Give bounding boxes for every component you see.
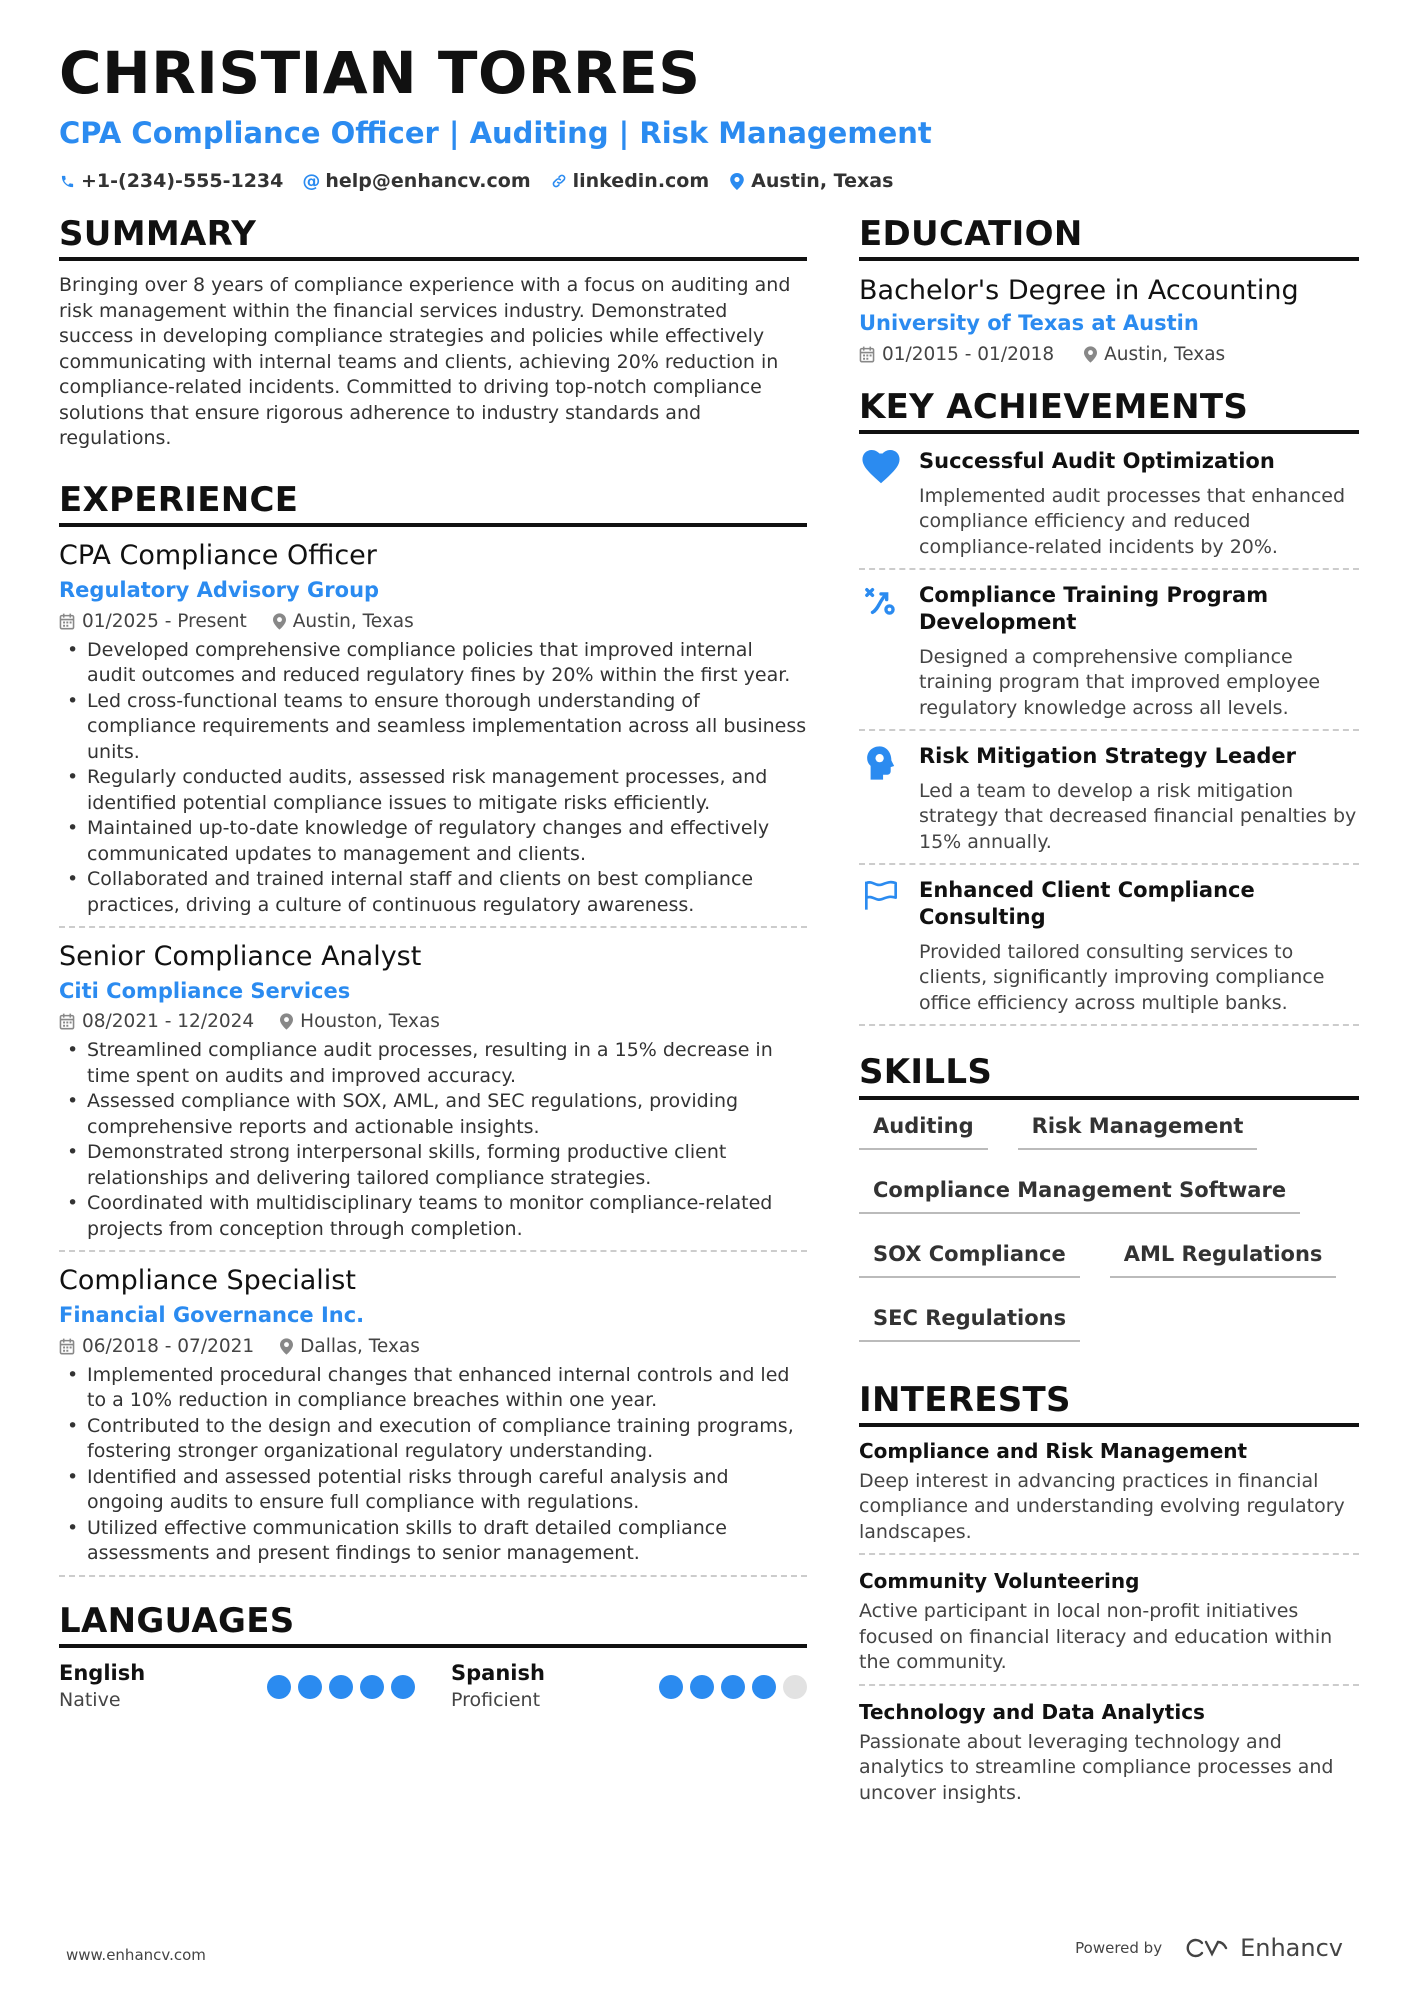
education-degree: Bachelor's Degree in Accounting [859, 275, 1299, 307]
bullet-item: • Coordinated with multidisciplinary teams to monitor compliance-related projects from conception through completion. [59, 1191, 807, 1242]
job-meta [59, 611, 807, 632]
education-meta [859, 344, 1359, 365]
education-location: Austin, Texas [1084, 344, 1225, 365]
interest-desc: Active participant in local non-profit initiatives focused on financial literacy and education within the community. [859, 1600, 1333, 1674]
achievement-title: Risk Mitigation Strategy Leader [919, 744, 1297, 769]
head-idea-icon [859, 743, 903, 855]
bullet-item: • Contributed to the design and execution of compliance training programs, fostering stronger organizational regulatory understanding. [59, 1414, 807, 1465]
job-dates: 08/2021 - 12/2024 [59, 1011, 254, 1032]
phone-text: +1-(234)-555-1234 [81, 170, 284, 192]
rating-dot-filled [329, 1675, 353, 1699]
skills-list [859, 1112, 1359, 1342]
phone-icon [59, 173, 75, 189]
language-level: Native [59, 1689, 121, 1712]
interest-title: Compliance and Risk Management [859, 1438, 1248, 1463]
contact-bar [59, 170, 893, 192]
rating-dot-filled [690, 1675, 714, 1699]
footer-website[interactable]: www.enhancv.com [66, 1946, 206, 1964]
job-company: Financial Governance Inc. [59, 1303, 365, 1328]
enhancv-logo[interactable] [1184, 1934, 1343, 1962]
location-text: Austin, Texas [751, 170, 894, 192]
achievement-title: Compliance Training Program Development [919, 583, 1269, 635]
job-bullets [59, 1038, 807, 1242]
location-pin-icon [280, 1013, 293, 1030]
contact-linkedin[interactable] [551, 170, 710, 192]
achievement-desc: Implemented audit processes that enhanced compliance efficiency and reduced compliance-related incidents by 20%. [919, 484, 1346, 558]
interest-item [859, 1565, 1359, 1686]
rating-dot-filled [391, 1675, 415, 1699]
link-icon [551, 173, 567, 189]
experience-entry [59, 1264, 807, 1576]
strategy-icon [859, 582, 903, 721]
achievement-title: Enhanced Client Compliance Consulting [919, 878, 1255, 930]
bullet-item: • Regularly conducted audits, assessed risk management processes, and identified potential compliance issues to mitigate risks efficiently. [59, 765, 807, 816]
language-level: Proficient [451, 1689, 541, 1712]
contact-location [729, 170, 893, 192]
job-title: Compliance Specialist [59, 1265, 356, 1297]
job-dates: 01/2025 - Present [59, 611, 247, 632]
candidate-headline: CPA Compliance Officer | Auditing | Risk Management [59, 116, 932, 150]
location-pin-icon [729, 173, 745, 189]
skill-tag: Auditing [859, 1112, 988, 1150]
interest-title: Technology and Data Analytics [859, 1699, 1205, 1724]
job-meta [59, 1336, 807, 1357]
calendar-icon [59, 1338, 75, 1355]
experience-heading: EXPERIENCE [59, 482, 807, 527]
rating-dot-filled [267, 1675, 291, 1699]
email-text: help@enhancv.com [325, 170, 531, 192]
bullet-item: • Developed comprehensive compliance policies that improved internal audit outcomes and reduced regulatory fines by 20% within the first year. [59, 638, 807, 689]
achievement-title: Successful Audit Optimization [919, 449, 1275, 474]
skill-tag: Compliance Management Software [859, 1176, 1300, 1214]
interests-heading: INTERESTS [859, 1382, 1359, 1427]
job-meta [59, 1011, 807, 1032]
location-pin-icon [273, 613, 286, 630]
flag-icon [859, 877, 903, 1016]
rating-dot-filled [360, 1675, 384, 1699]
achievements-heading: KEY ACHIEVEMENTS [859, 389, 1359, 434]
languages-heading: LANGUAGES [59, 1603, 807, 1648]
job-location: Houston, Texas [280, 1011, 440, 1032]
job-location: Austin, Texas [273, 611, 414, 632]
skill-tag: SEC Regulations [859, 1304, 1080, 1342]
languages-list [59, 1660, 807, 1714]
experience-entry [59, 940, 807, 1252]
footer-branding [1075, 1934, 1343, 1962]
language-item [59, 1660, 415, 1714]
job-dates: 06/2018 - 07/2021 [59, 1336, 254, 1357]
linkedin-text: linkedin.com [572, 170, 710, 192]
contact-email[interactable] [303, 170, 530, 192]
language-item [451, 1660, 807, 1714]
powered-by-label: Powered by [1075, 1939, 1163, 1957]
left-column [59, 216, 807, 1714]
language-rating [659, 1675, 807, 1699]
enhancv-wordmark: Enhancv [1240, 1934, 1343, 1962]
rating-dot-empty [783, 1675, 807, 1699]
skill-tag: Risk Management [1018, 1112, 1258, 1150]
location-pin-icon [1084, 346, 1097, 363]
right-column [859, 216, 1359, 1824]
achievement-item [859, 865, 1359, 1026]
rating-dot-filled [752, 1675, 776, 1699]
bullet-item: • Streamlined compliance audit processes, resulting in a 15% decrease in time spent on audits and improved accuracy. [59, 1038, 807, 1089]
summary-heading: SUMMARY [59, 216, 807, 261]
interest-title: Community Volunteering [859, 1569, 1140, 1594]
interest-item [859, 1435, 1359, 1556]
achievement-desc: Led a team to develop a risk mitigation strategy that decreased financial penalties by 15% annually. [919, 779, 1357, 853]
at-icon: @ [302, 170, 321, 192]
interest-desc: Deep interest in advancing practices in financial compliance and understanding evolving regulatory landscapes. [859, 1469, 1345, 1543]
education-heading: EDUCATION [859, 216, 1359, 261]
enhancv-logo-icon [1184, 1936, 1230, 1960]
achievement-item [859, 570, 1359, 731]
job-bullets [59, 638, 807, 919]
achievement-item [859, 436, 1359, 570]
interest-desc: Passionate about leveraging technology and analytics to streamline compliance processes and uncover insights. [859, 1730, 1334, 1804]
candidate-name: CHRISTIAN TORRES [59, 39, 701, 107]
bullet-item: • Led cross-functional teams to ensure thorough understanding of compliance requirements and seamless implementation across all business units. [59, 689, 807, 766]
skills-heading: SKILLS [859, 1054, 1359, 1099]
job-title: Senior Compliance Analyst [59, 941, 422, 973]
achievement-item [859, 731, 1359, 865]
location-pin-icon [280, 1338, 293, 1355]
bullet-item: • Identified and assessed potential risks through careful analysis and ongoing audits to ensure full compliance with regulations. [59, 1465, 807, 1516]
achievement-desc: Designed a comprehensive compliance training program that improved employee regulatory knowledge across all levels. [919, 645, 1321, 719]
calendar-icon [59, 1013, 75, 1030]
job-title: CPA Compliance Officer [59, 540, 377, 572]
language-rating [267, 1675, 415, 1699]
education-school: University of Texas at Austin [859, 311, 1199, 336]
rating-dot-filled [298, 1675, 322, 1699]
job-company: Regulatory Advisory Group [59, 578, 380, 603]
bullet-item: • Implemented procedural changes that enhanced internal controls and led to a 10% reduction in compliance breaches within one year. [59, 1363, 807, 1414]
language-name: Spanish [451, 1660, 545, 1685]
experience-entry [59, 539, 807, 928]
skill-tag: SOX Compliance [859, 1240, 1080, 1278]
rating-dot-filled [659, 1675, 683, 1699]
language-name: English [59, 1660, 146, 1685]
contact-phone[interactable] [59, 170, 283, 192]
bullet-item: • Maintained up-to-date knowledge of regulatory changes and effectively communicated updates to management and clients. [59, 816, 807, 867]
calendar-icon [59, 613, 75, 630]
bullet-item: • Utilized effective communication skills to draft detailed compliance assessments and present findings to senior management. [59, 1516, 807, 1567]
summary-text: Bringing over 8 years of compliance experience with a focus on auditing and risk management within the financial services industry. Demonstrated success in developing compliance strategies and policies while effectively communicating with internal teams and clients, achieving 20% reduction in compliance-related incidents. Committed to driving top-notch compliance solutions that ensure rigorous adherence to industry standards and regulations. [59, 274, 791, 450]
bullet-item: • Collaborated and trained internal staff and clients on best compliance practices, driving a culture of continuous regulatory awareness. [59, 867, 807, 918]
rating-dot-filled [721, 1675, 745, 1699]
achievement-desc: Provided tailored consulting services to clients, significantly improving compliance office efficiency across multiple banks. [919, 940, 1325, 1014]
skill-tag: AML Regulations [1110, 1240, 1337, 1278]
interest-item [859, 1696, 1359, 1815]
job-company: Citi Compliance Services [59, 978, 351, 1003]
calendar-icon [859, 346, 875, 363]
bullet-item: • Demonstrated strong interpersonal skills, forming productive client relationships and delivering tailored compliance strategies. [59, 1140, 807, 1191]
bullet-item: • Assessed compliance with SOX, AML, and SEC regulations, providing comprehensive reports and actionable insights. [59, 1089, 807, 1140]
heart-icon [859, 448, 903, 560]
job-bullets [59, 1363, 807, 1567]
education-dates: 01/2015 - 01/2018 [859, 344, 1054, 365]
job-location: Dallas, Texas [280, 1336, 420, 1357]
